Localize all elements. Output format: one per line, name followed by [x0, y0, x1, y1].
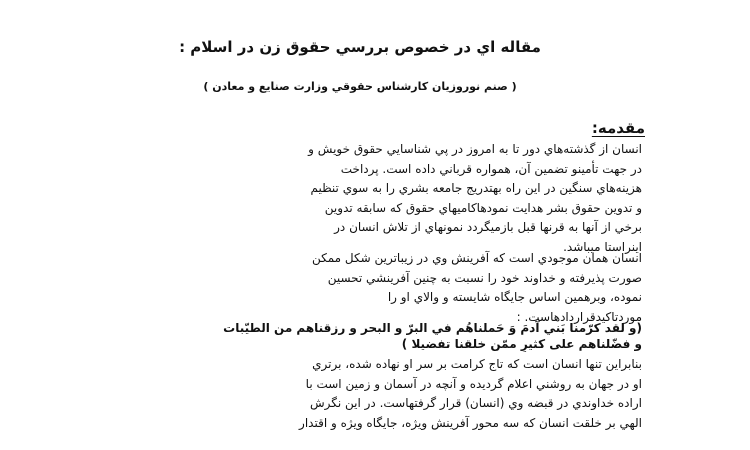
article-title: مقاله اي در خصوص بررسي حقوق زن در اسلام : [179, 38, 541, 56]
paragraph-line: و تدوين حقوق بشر هدايت نمودهاكاميهاي حقوق كه سابقه تدوين [324, 200, 642, 215]
paragraph-2 [107, 249, 642, 327]
section-heading-introduction: مقدمه: [591, 119, 645, 137]
paragraph-1 [107, 140, 642, 257]
paragraph-line: اينراستا ميباشد. [563, 239, 642, 254]
paragraph-line: بنابراين تنها انسان است كه تاج كرامت بر سر او نهاده شده، برتري [312, 357, 642, 371]
paragraph-line: انسان از گذشته‌هاي دور تا به امروز در پي شناسايي حقوق خويش و [308, 142, 642, 156]
paragraph-3 [107, 355, 642, 433]
paragraph-line: انسان همان موجودي است كه آفرينش وي در زيباترين شكل ممكن [311, 251, 642, 265]
paragraph-line: اراده خداوندي در قبضه وي (انسان) قرار گرفتهاست. در اين نگرش [309, 396, 642, 410]
paragraph-line: برخي از آنها به قرنها قبل بازميگردد نمونهاي از تلاش انسان در [334, 220, 642, 234]
paragraph-line: موردتاكيدقراردادهاست. : [516, 309, 642, 324]
paragraph-line: هزينه‌هاي سنگين در اين راه بهتدريج جامعه بشري را به سوي تنظيم [310, 181, 642, 195]
paragraph-line: الهي بر خلقت انسان كه سه محور آفرينش ويژه، جايگاه ويژه و اقتدار [299, 415, 642, 430]
paragraph-line: در جهت تأمينو تضمين آن، همواره قرباني داده است. پرداخت [340, 161, 642, 176]
paragraph-line: صورت پذيرفته و خداوند خود را نسبت به چنين آفرينشي تحسين [327, 270, 642, 285]
verse-line: و فضّلناهم على كثيرٍ ممّن خلقنا تفضيلا ) [401, 337, 642, 351]
paragraph-line: نموده، وبرهمين اساس جايگاه شايسته و والاي او را [387, 290, 642, 304]
paragraph-line: او در جهان به روشني اعلام گرديده و آنچه در آسمان و زمين است با [305, 376, 642, 391]
author-line: ( صنم نوروزيان كارشناس حقوقي وزارت صنايع و معادن ) [203, 80, 517, 93]
verse-line: (و لقد كرّمنا بَني آدمَ وَ حَملناهُم في البرّ و البحر و رزقناهم من الطيّبات [223, 321, 642, 335]
quran-verse [107, 320, 642, 352]
